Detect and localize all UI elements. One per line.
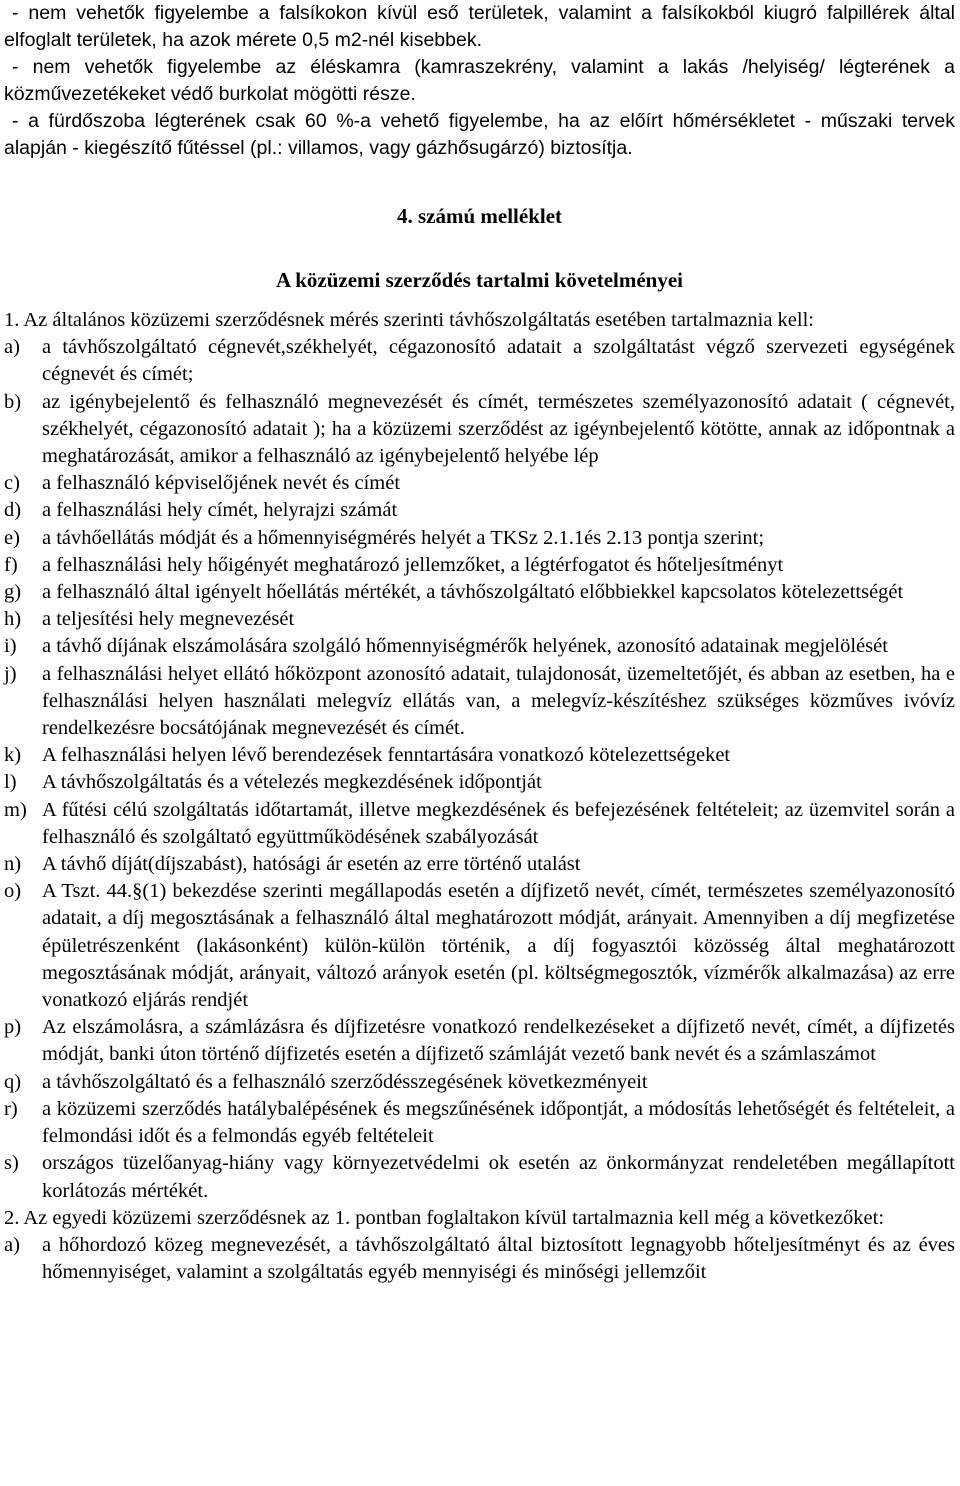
list-item [4, 878, 955, 1014]
list-item [4, 552, 955, 579]
list-item-text: A fűtési célú szolgáltatás időtartamát, illetve megkezdésének és befejezésének feltételeit; az üzemvitel során a felhasználó és szolgáltató együttműködésének szabályozását [42, 798, 955, 848]
list-item-text: Az elszámolásra, a számlázásra és díjfizetésre vonatkozó rendelkezéseket a díjfizető nevét, címét, a díjfizetés módját, banki úton történő díjfizetés esetén a díjfizető számláját vezető bank nevét és a számlaszámot [42, 1016, 955, 1066]
list-item-marker: a) [4, 336, 20, 359]
list-item-marker: p) [4, 1016, 22, 1039]
list-item-marker: g) [4, 581, 22, 604]
list-item-text: a felhasználási hely címét, helyrajzi számát [42, 499, 398, 522]
section-1-heading: 1. Az általános közüzemi szerződésnek mérés szerinti távhőszolgáltatás esetében tartalmaznia kell: [4, 309, 814, 331]
list-item-text: a teljesítési hely megnevezését [42, 608, 295, 631]
intro-paragraph-2: - nem vehetők figyelembe az éléskamra (kamraszekrény, valamint a lakás /helyiség/ légterének a közművezetékeket védő burkolat mögötti része. [4, 56, 955, 105]
list-item-text: az igénybejelentő és felhasználó megnevezését és címét, természetes személyazonosító adatait ( cégnevét, székhelyét, cégazonosító adatait ); ha a közüzemi szerződést az igéynbejelentő kötötte, annak az időpontnak a meghatározását, amikor a felhasználó az igénybejelentő helyébe lép [42, 390, 955, 468]
list-item [4, 497, 955, 524]
intro-block [4, 0, 955, 162]
list-item [4, 1232, 955, 1286]
list-item-text: a távhőellátás módját és a hőmennyiségmérés helyét a TKSz 2.1.1és 2.13 pontja szerint; [42, 526, 765, 549]
list-item [4, 1014, 955, 1068]
list-item-marker: a) [4, 1233, 20, 1256]
section-2-heading: 2. Az egyedi közüzemi szerződésnek az 1. pontban foglaltakon kívül tartalmaznia kell még a következőket: [4, 1206, 885, 1229]
list-item-text: a hőhordozó közeg megnevezését, a távhőszolgáltató által biztosított legnagyobb hőteljesítményt és az éves hőmennyiséget, valamint a szolgáltatás egyéb mennyiségi és minőségi jellemzőit [42, 1233, 955, 1284]
list-item [4, 661, 955, 743]
list-item [4, 579, 955, 606]
list-item-marker: s) [4, 1152, 19, 1175]
list-item-text: a felhasználási helyet ellátó hőközpont azonosító adatait, tulajdonosát, üzemeltetőjét, és abban az esetben, ha e felhasználási helyen használati melegvíz ellátás van, a melegvíz-készítéshez szükséges közműves ivóvíz rendelkezésre bocsátójának megnevezését és címét. [42, 662, 955, 740]
list-item-marker: d) [4, 499, 22, 522]
list-item-text: a távhőszolgáltató cégnevét,székhelyét, cégazonosító adatait a szolgáltatást végző szervezeti egységének cégnevét és címét; [42, 336, 955, 386]
list-item-marker: k) [4, 744, 22, 767]
list-item-text: a távhő díjának elszámolására szolgáló hőmennyiségmérők helyének, azonosító adatainak megjelölését [42, 635, 888, 658]
list-item [4, 606, 955, 633]
list-item [4, 769, 955, 796]
list-item [4, 633, 955, 660]
list-item-marker: b) [4, 390, 22, 413]
list-item-text: a közüzemi szerződés hatálybalépésének és megszűnésének időpontját, a módosítás lehetőségét és feltételeit, a felmondási időt és a felmondás egyéb feltételeit [42, 1097, 955, 1148]
section-2-list [4, 1232, 955, 1286]
list-item-marker: j) [4, 662, 17, 685]
list-item-text: A távhő díját(díjszabást), hatósági ár esetén az erre történő utalást [42, 853, 581, 876]
list-item-marker: o) [4, 880, 22, 903]
list-item-text: A felhasználási helyen lévő berendezések fenntartására vonatkozó kötelezettségeket [42, 744, 731, 767]
list-item-text: országos tüzelőanyag-hiány vagy környezetvédelmi ok esetén az önkormányzat rendeletében megállapított korlátozás mértékét. [42, 1152, 955, 1202]
document-title: A közüzemi szerződés tartalmi követelményei [275, 268, 684, 292]
list-item-text: a felhasználási hely hőigényét meghatározó jellemzőket, a légtérfogatot és hőteljesítményt [42, 553, 784, 576]
list-item [4, 1150, 955, 1204]
list-item [4, 525, 955, 552]
list-item [4, 742, 955, 769]
list-item [4, 1069, 955, 1096]
list-item-text: A Tszt. 44.§(1) bekezdése szerinti megállapodás esetén a díjfizető nevét, címét, természetes személyazonosító adatait, a díj megosztásának a felhasználó által meghatározott módját, arányait. Amennyiben a díj megfizetése épületrészenként (lakásonként) külön-külön történik, a díj fogyasztói közösség által meghatározott megosztásának módját, arányait, változó arányok esetén (pl. költségmegosztók, vízmérők alkalmazása) az erre vonatkozó eljárás rendjét [42, 880, 955, 1012]
list-item [4, 851, 955, 878]
list-item-marker: f) [4, 553, 18, 576]
list-item-text: a felhasználó által igényelt hőellátás mértékét, a távhőszolgáltató előbbiekkel kapcsolatos kötelezettségét [42, 581, 904, 604]
list-item-marker: r) [4, 1097, 18, 1120]
list-item [4, 334, 955, 388]
section-2 [4, 1205, 955, 1287]
list-item-text: a felhasználó képviselőjének nevét és címét [42, 472, 401, 495]
annex-label: 4. számú melléklet [396, 204, 563, 228]
list-item-marker: i) [4, 635, 17, 658]
list-item-marker: e) [4, 526, 20, 549]
list-item-text: a távhőszolgáltató és a felhasználó szerződésszegésének következményeit [42, 1070, 648, 1093]
list-item [4, 389, 955, 471]
list-item-marker: m) [4, 798, 27, 821]
list-item-marker: l) [4, 771, 17, 794]
list-item-marker: n) [4, 853, 22, 876]
list-item-marker: q) [4, 1070, 22, 1093]
list-item-marker: c) [4, 472, 20, 495]
list-item [4, 1096, 955, 1150]
intro-paragraph-1: - nem vehetők figyelembe a falsíkokon kívül eső területek, valamint a falsíkokból kiugró falpillérek által elfoglalt területek, ha azok mérete 0,5 m2-nél kisebbek. [4, 2, 955, 51]
section-1-list [4, 334, 955, 1205]
intro-paragraph-3: - a fürdőszoba légterének csak 60 %-a vehető figyelembe, ha az előírt hőmérsékletet - műszaki tervek alapján - kiegészítő fűtéssel (pl.: villamos, vagy gázhősugárzó) biztosítja. [4, 110, 955, 159]
section-1 [4, 307, 955, 1205]
list-item [4, 470, 955, 497]
list-item-marker: h) [4, 608, 22, 631]
list-item [4, 797, 955, 851]
list-item-text: A távhőszolgáltatás és a vételezés megkezdésének időpontját [42, 771, 542, 794]
